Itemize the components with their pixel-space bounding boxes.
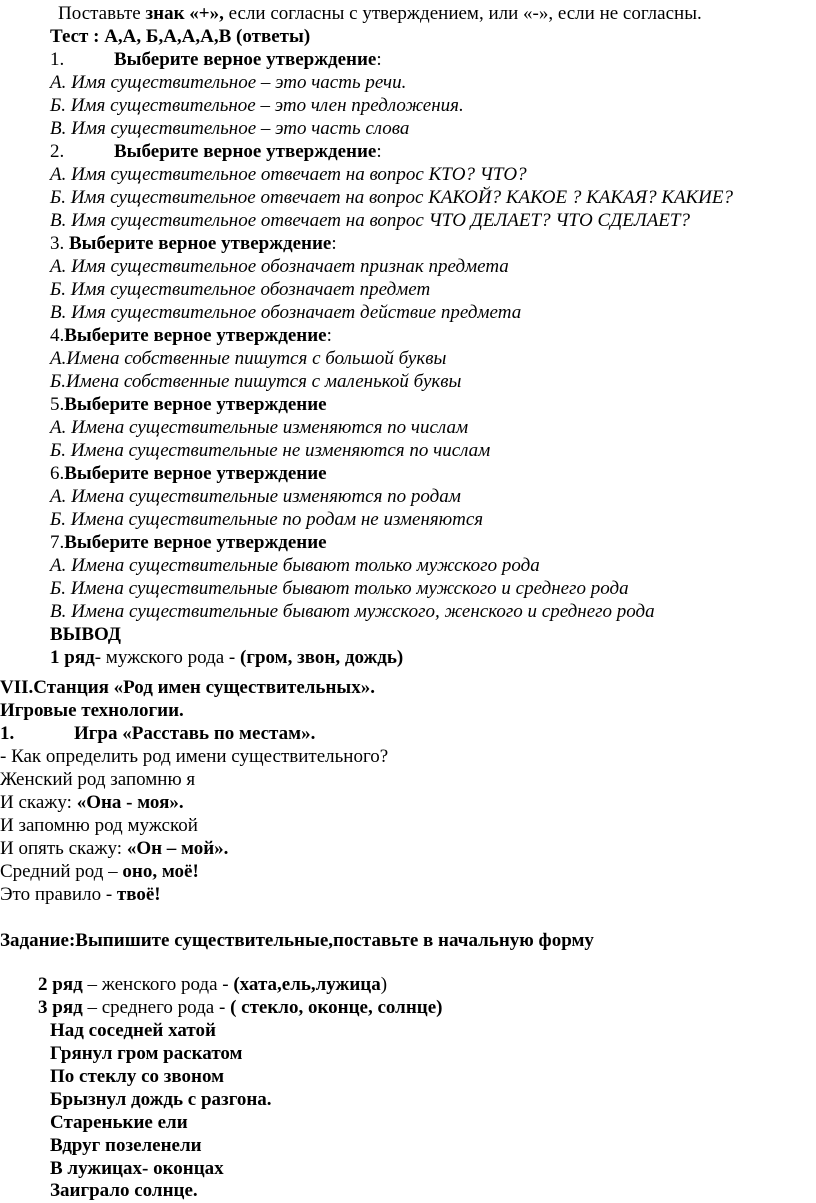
poem-line-3: И запомню род мужской xyxy=(0,815,198,836)
verse-line-2: Грянул гром раскатом xyxy=(50,1043,243,1064)
poem-line-4: И опять скажу: «Он – мой». xyxy=(0,838,229,859)
question-1-option-b: Б. Имя существительное – это член предложения. xyxy=(50,95,464,116)
question-7-option-b: Б. Имена существительные бывают только мужского и среднего рода xyxy=(50,578,629,599)
task-text: Задание:Выпишите существительные,поставьте в начальную форму xyxy=(0,930,594,951)
station-subtitle: Игровые технологии. xyxy=(0,700,184,721)
question-2-heading: 2. Выберите верное утверждение: xyxy=(50,141,382,162)
question-3-option-c: В. Имя существительное обозначает действие предмета xyxy=(50,302,522,323)
question-4-heading: 4.Выберите верное утверждение: xyxy=(50,325,332,346)
poem-line-5: Средний род – оно, моё! xyxy=(0,861,199,882)
plus-sign-note: знак «+», xyxy=(145,3,224,24)
question-2-option-b: Б. Имя существительное отвечает на вопрос КАКОЙ? КАКОЕ ? КАКАЯ? КАКИЕ? xyxy=(50,187,733,208)
station-title: VII.Станция «Род имен существительных». xyxy=(0,677,375,698)
verse-line-8: Заиграло солнце. xyxy=(50,1180,198,1201)
poem-line-1: Женский род запомню я xyxy=(0,769,196,790)
question-3-option-b: Б. Имя существительное обозначает предмет xyxy=(50,279,431,300)
question-5-option-a: А. Имена существительные изменяются по числам xyxy=(50,417,469,438)
verse-line-1: Над соседней хатой xyxy=(50,1020,216,1041)
question-5-option-b: Б. Имена существительные не изменяются по числам xyxy=(50,440,491,461)
verse-line-7: В лужицах- оконцах xyxy=(50,1158,224,1179)
question-3-heading: 3. Выберите верное утверждение: xyxy=(50,233,337,254)
question-4-option-b: Б.Имена собственные пишутся с маленькой буквы xyxy=(50,371,462,392)
verse-line-4: Брызнул дождь с разгона. xyxy=(50,1089,272,1110)
task-row-3: 3 ряд – среднего рода - ( стекло, оконце, солнце) xyxy=(38,997,443,1018)
question-1-option-a: А. Имя существительное – это часть речи. xyxy=(50,72,407,93)
conclusion-title: ВЫВОД xyxy=(50,624,121,645)
verse-line-5: Старенькие ели xyxy=(50,1112,188,1133)
question-7-option-a: А. Имена существительные бывают только мужского рода xyxy=(50,555,540,576)
poem-line-2: И скажу: «Она - моя». xyxy=(0,792,184,813)
question-2-option-a: А. Имя существительное отвечает на вопрос КТО? ЧТО? xyxy=(50,164,527,185)
game-heading: 1. Игра «Расставь по местам». xyxy=(0,723,316,744)
question-6-option-a: А. Имена существительные изменяются по родам xyxy=(50,486,461,507)
question-7-heading: 7.Выберите верное утверждение xyxy=(50,532,327,553)
poem-line-6: Это правило - твоё! xyxy=(0,884,161,905)
question-6-option-b: Б. Имена существительные по родам не изменяются xyxy=(50,509,484,530)
question-1-option-c: В. Имя существительное – это часть слова xyxy=(50,118,410,139)
verse-line-6: Вдруг позеленели xyxy=(50,1135,202,1156)
question-1-heading: 1. Выберите верное утверждение: xyxy=(50,49,382,70)
question-7-option-c: В. Имена существительные бывают мужского, женского и среднего рода xyxy=(50,601,655,622)
question-3-option-a: А. Имя существительное обозначает признак предмета xyxy=(50,256,509,277)
question-4-option-a: А.Имена собственные пишутся с большой буквы xyxy=(50,348,447,369)
conclusion-row-1: 1 ряд- мужского рода - (гром, звон, дождь) xyxy=(50,647,404,668)
instruction-line: Поставьте знак «+», если согласны с утверждением, или «-», если не согласны. xyxy=(58,3,702,24)
verse-line-3: По стеклу со звоном xyxy=(50,1066,225,1087)
question-6-heading: 6.Выберите верное утверждение xyxy=(50,463,327,484)
task-row-2: 2 ряд – женского рода - (хата,ель,лужица) xyxy=(38,974,388,995)
test-answers: Тест : А,А, Б,А,А,А,В (ответы) xyxy=(50,26,311,47)
question-5-heading: 5.Выберите верное утверждение xyxy=(50,394,327,415)
gender-question: - Как определить род имени существительного? xyxy=(0,746,389,767)
question-2-option-c: В. Имя существительное отвечает на вопрос ЧТО ДЕЛАЕТ? ЧТО СДЕЛАЕТ? xyxy=(50,210,690,231)
